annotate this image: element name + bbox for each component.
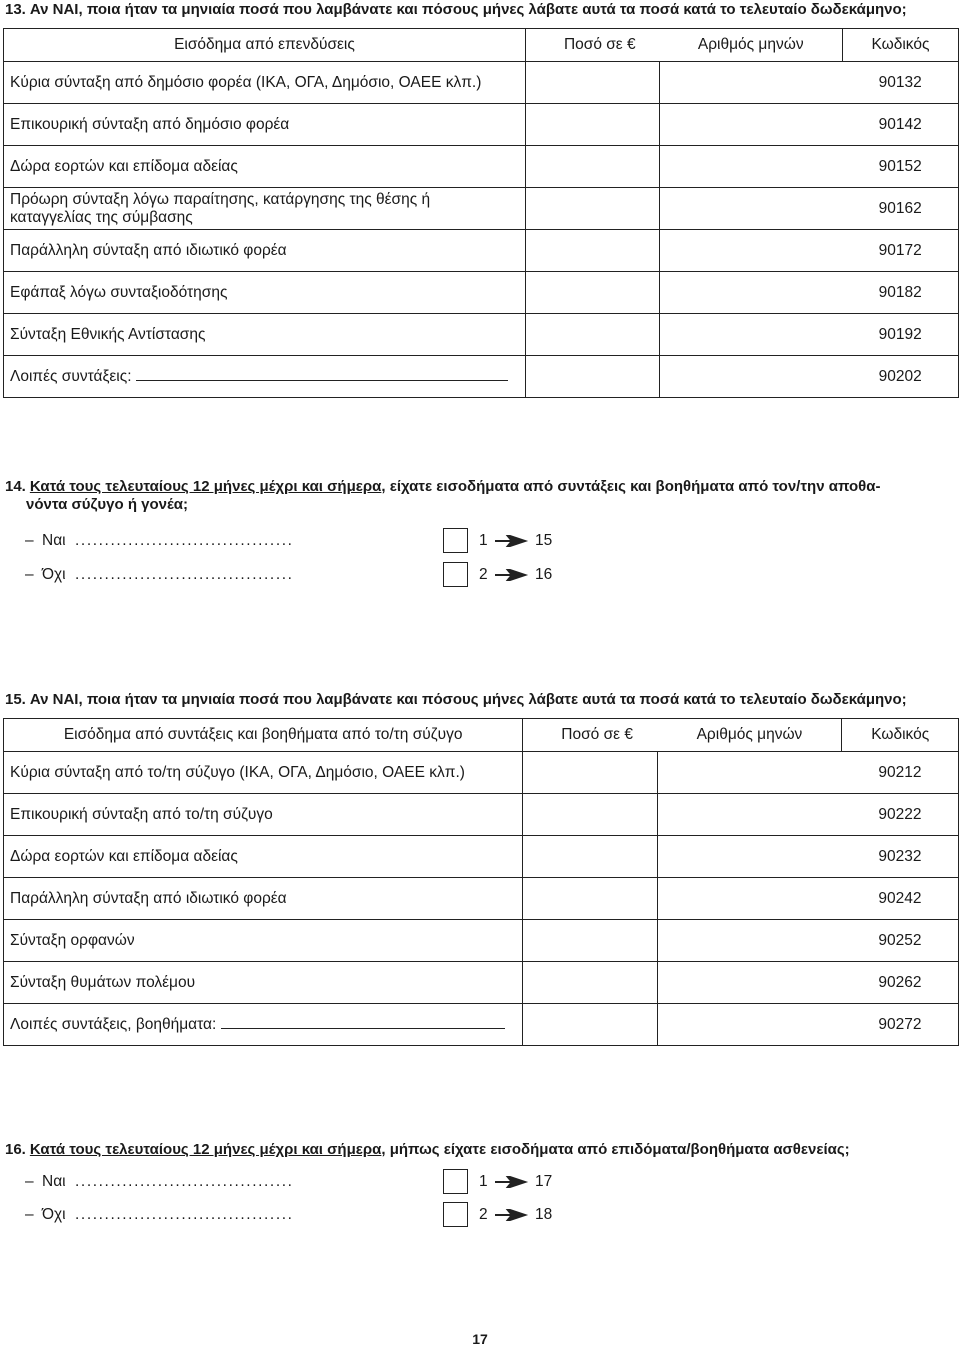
row-code: 90262 xyxy=(842,962,959,1004)
row-label xyxy=(4,188,526,230)
months-field[interactable] xyxy=(660,272,843,314)
header-income: Εισόδημα από συντάξεις και βοηθήματα από το/τη σύζυγο xyxy=(4,719,523,752)
table-row xyxy=(4,920,959,962)
row-label: Επικουρική σύνταξη από δημόσιο φορέα xyxy=(4,104,526,146)
arrow-right-icon xyxy=(495,535,529,547)
question-14 xyxy=(5,478,955,514)
other-pensions-line[interactable] xyxy=(221,1027,505,1029)
row-code: 90182 xyxy=(842,272,958,314)
option-label: Ναι xyxy=(42,1173,66,1190)
option-label: Όχι xyxy=(42,1206,66,1223)
leader-dots: ..................................... xyxy=(75,532,294,549)
row-code: 90242 xyxy=(842,878,959,920)
months-field[interactable] xyxy=(660,146,843,188)
header-months: Αριθμός μηνών xyxy=(660,29,843,62)
months-field[interactable] xyxy=(658,752,842,794)
page-number: 17 xyxy=(472,1331,488,1347)
question-text-line2: νόντα σύζυγο ή γονέα; xyxy=(26,496,188,513)
row-code: 90142 xyxy=(842,104,958,146)
income-table-15 xyxy=(3,718,959,1046)
row-label-line2: καταγγελίας της σύμβασης xyxy=(10,208,193,226)
header-income: Εισόδημα από επενδύσεις xyxy=(4,29,526,62)
row-code: 90222 xyxy=(842,794,959,836)
table-row xyxy=(4,272,959,314)
goto-question: 15 xyxy=(535,532,553,549)
checkbox[interactable] xyxy=(443,562,468,587)
months-field[interactable] xyxy=(660,62,843,104)
row-code: 90212 xyxy=(842,752,959,794)
amount-field[interactable] xyxy=(525,230,659,272)
table-row xyxy=(4,230,959,272)
option-dash: – xyxy=(25,1206,34,1223)
row-code: 90152 xyxy=(842,146,958,188)
header-months: Αριθμός μηνών xyxy=(658,719,842,752)
months-field[interactable] xyxy=(660,104,843,146)
row-label: Κύρια σύνταξη από δημόσιο φορέα (ΙΚΑ, ΟΓΑ, Δημόσιο, ΟΑΕΕ κλπ.) xyxy=(4,62,526,104)
amount-field[interactable] xyxy=(523,752,658,794)
checkbox[interactable] xyxy=(443,1169,468,1194)
arrow-right-icon xyxy=(495,1209,529,1221)
table-row xyxy=(4,146,959,188)
months-field[interactable] xyxy=(658,1004,842,1046)
option-dash: – xyxy=(25,566,34,583)
question-text: , μήπως είχατε εισοδήματα από επιδόματα/βοηθήματα ασθενείας; xyxy=(381,1141,850,1158)
amount-field[interactable] xyxy=(525,62,659,104)
row-code: 90272 xyxy=(842,1004,959,1046)
row-label: Σύνταξη Εθνικής Αντίστασης xyxy=(4,314,526,356)
row-label xyxy=(4,356,526,398)
row-label: Παράλληλη σύνταξη από ιδιωτικό φορέα xyxy=(4,230,526,272)
question-text: Αν ΝΑΙ, ποια ήταν τα μηνιαία ποσά που λαμβάνατε και πόσους μήνες λάβατε αυτά τα ποσά κατά το τελευταίο δωδεκάμηνο; xyxy=(29,1,907,18)
amount-field[interactable] xyxy=(523,920,658,962)
checkbox[interactable] xyxy=(443,528,468,553)
months-field[interactable] xyxy=(660,230,843,272)
arrow-right-icon xyxy=(495,569,529,581)
checkbox[interactable] xyxy=(443,1202,468,1227)
question-emphasis: Κατά τους τελευταίους 12 μήνες μέχρι και σήμερα xyxy=(29,1141,382,1158)
months-field[interactable] xyxy=(658,920,842,962)
row-label: Δώρα εορτών και επίδομα αδείας xyxy=(4,146,526,188)
row-code: 90132 xyxy=(842,62,958,104)
amount-field[interactable] xyxy=(523,878,658,920)
months-field[interactable] xyxy=(658,794,842,836)
amount-field[interactable] xyxy=(525,272,659,314)
months-field[interactable] xyxy=(658,836,842,878)
question-number: 13. xyxy=(5,1,26,18)
table-row xyxy=(4,752,959,794)
amount-field[interactable] xyxy=(525,104,659,146)
table-row xyxy=(4,878,959,920)
table-header xyxy=(4,719,959,752)
row-label-line1: Πρόωρη σύνταξη λόγω παραίτησης, κατάργησης της θέσης ή xyxy=(10,190,431,208)
amount-field[interactable] xyxy=(525,356,659,398)
months-field[interactable] xyxy=(660,314,843,356)
row-label: Σύνταξη θυμάτων πολέμου xyxy=(4,962,523,1004)
row-code: 90252 xyxy=(842,920,959,962)
leader-dots: ..................................... xyxy=(75,566,294,583)
question-16 xyxy=(5,1141,955,1159)
row-label: Εφάπαξ λόγω συνταξιοδότησης xyxy=(4,272,526,314)
header-code: Κωδικός xyxy=(842,719,959,752)
question-15 xyxy=(5,691,955,709)
row-code: 90202 xyxy=(842,356,958,398)
row-code: 90192 xyxy=(842,314,958,356)
question-13 xyxy=(5,1,955,19)
other-pensions-line[interactable] xyxy=(136,379,508,381)
row-label: Επικουρική σύνταξη από το/τη σύζυγο xyxy=(4,794,523,836)
arrow-right-icon xyxy=(495,1176,529,1188)
months-field[interactable] xyxy=(658,878,842,920)
row-label: Δώρα εορτών και επίδομα αδείας xyxy=(4,836,523,878)
option-label: Όχι xyxy=(42,566,66,583)
question-emphasis: Κατά τους τελευταίους 12 μήνες μέχρι και σήμερα xyxy=(29,478,382,495)
row-code: 90162 xyxy=(842,188,958,230)
table-header xyxy=(4,29,959,62)
question-number: 16. xyxy=(5,1141,26,1158)
header-amount: Ποσό σε € xyxy=(523,719,658,752)
row-label: Παράλληλη σύνταξη από ιδιωτικό φορέα xyxy=(4,878,523,920)
table-row xyxy=(4,1004,959,1046)
amount-field[interactable] xyxy=(523,794,658,836)
table-row xyxy=(4,62,959,104)
income-table-13 xyxy=(3,28,959,398)
row-label: Κύρια σύνταξη από το/τη σύζυγο (ΙΚΑ, ΟΓΑ, Δημόσιο, ΟΑΕΕ κλπ.) xyxy=(4,752,523,794)
row-label-text: Λοιπές συντάξεις, βοηθήματα: xyxy=(10,1015,217,1033)
months-field[interactable] xyxy=(660,356,843,398)
row-label-text: Λοιπές συντάξεις: xyxy=(10,367,132,385)
goto-question: 17 xyxy=(535,1173,553,1190)
option-label: Ναι xyxy=(42,532,66,549)
table-row xyxy=(4,356,959,398)
table-row xyxy=(4,962,959,1004)
question-text: Αν ΝΑΙ, ποια ήταν τα μηνιαία ποσά που λαμβάνατε και πόσους μήνες λάβατε αυτά τα ποσά κατά το τελευταίο δωδεκάμηνο; xyxy=(29,691,907,708)
months-field[interactable] xyxy=(660,188,843,230)
option-dash: – xyxy=(25,1173,34,1190)
goto-question: 16 xyxy=(535,566,553,583)
question-number: 15. xyxy=(5,691,26,708)
row-code: 90232 xyxy=(842,836,959,878)
question-text: , είχατε εισοδήματα από συντάξεις και βοηθήματα από τον/την αποθα- xyxy=(381,478,881,495)
option-code: 2 xyxy=(479,1206,488,1223)
question-number: 14. xyxy=(5,478,26,495)
table-row xyxy=(4,794,959,836)
row-label: Σύνταξη ορφανών xyxy=(4,920,523,962)
amount-field[interactable] xyxy=(525,314,659,356)
amount-field[interactable] xyxy=(525,188,659,230)
header-code: Κωδικός xyxy=(842,29,958,62)
goto-question: 18 xyxy=(535,1206,553,1223)
row-label xyxy=(4,1004,523,1046)
amount-field[interactable] xyxy=(523,836,658,878)
option-code: 1 xyxy=(479,1173,488,1190)
table-row xyxy=(4,188,959,230)
leader-dots: ..................................... xyxy=(75,1206,294,1223)
months-field[interactable] xyxy=(658,962,842,1004)
amount-field[interactable] xyxy=(523,962,658,1004)
option-dash: – xyxy=(25,532,34,549)
row-code: 90172 xyxy=(842,230,958,272)
amount-field[interactable] xyxy=(523,1004,658,1046)
table-row xyxy=(4,314,959,356)
option-code: 2 xyxy=(479,566,488,583)
leader-dots: ..................................... xyxy=(75,1173,294,1190)
table-row xyxy=(4,104,959,146)
header-amount: Ποσό σε € xyxy=(525,29,659,62)
option-code: 1 xyxy=(479,532,488,549)
amount-field[interactable] xyxy=(525,146,659,188)
table-row xyxy=(4,836,959,878)
